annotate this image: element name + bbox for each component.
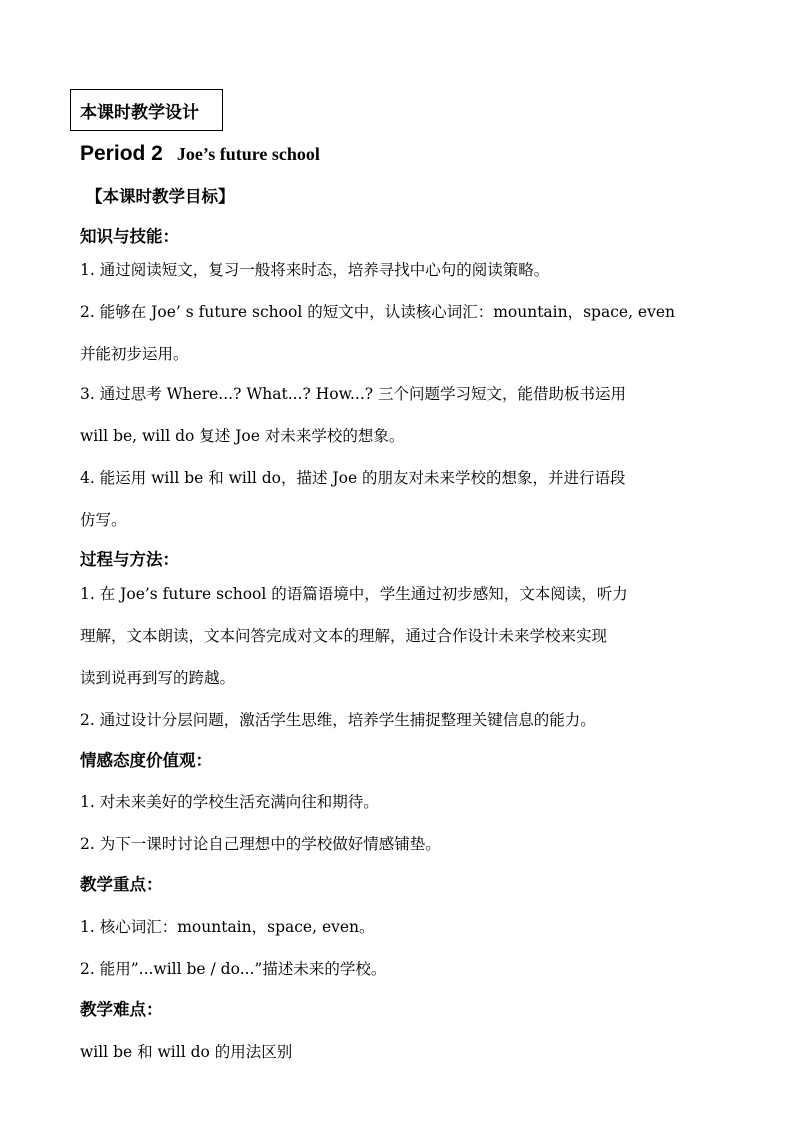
key-points-heading: 教学重点：: [80, 875, 163, 894]
knowledge-line: 1. 通过阅读短文，复习一般将来时态，培养寻找中心句的阅读策略。: [80, 261, 550, 279]
attitude-line: 2. 为下一课时讨论自己理想中的学校做好情感铺垫。: [80, 835, 441, 853]
key-point-line: 1. 核心词汇：mountain，space, even。: [80, 918, 375, 936]
knowledge-skills-heading: 知识与技能：: [80, 227, 179, 246]
process-line: 理解，文本朗读，文本问答完成对文本的理解，通过合作设计未来学校来实现: [80, 627, 608, 645]
knowledge-line: 2. 能够在 Joe’ s future school 的短文中，认读核心词汇：mountain，space, even: [80, 303, 676, 321]
knowledge-line: 4. 能运用 will be 和 will do，描述 Joe 的朋友对未来学校的想象，并进行语段: [80, 469, 626, 487]
lesson-design-title-box: 本课时教学设计: [70, 89, 223, 131]
period-label: Period 2: [80, 142, 163, 165]
period-heading: [80, 142, 320, 166]
difficulties-heading: 教学难点：: [80, 1000, 163, 1019]
knowledge-line: 并能初步运用。: [80, 345, 189, 363]
knowledge-line: will be, will do 复述 Joe 对未来学校的想象。: [80, 427, 405, 445]
process-line: 2. 通过设计分层问题，激活学生思维，培养学生捕捉整理关键信息的能力。: [80, 711, 596, 729]
knowledge-line: 3. 通过思考 Where...? What...? How...? 三个问题学习短文，能借助板书运用: [80, 385, 627, 403]
attitude-values-heading: 情感态度价值观：: [80, 751, 212, 770]
teaching-goals-heading: 【本课时教学目标】: [86, 187, 235, 206]
process-methods-heading: 过程与方法：: [80, 550, 179, 569]
process-line: 1. 在 Joe’s future school 的语篇语境中，学生通过初步感知，文本阅读，听力: [80, 585, 628, 603]
difficulty-line: will be 和 will do 的用法区别: [80, 1043, 293, 1061]
process-line: 读到说再到写的跨越。: [80, 669, 236, 687]
knowledge-line: 仿写。: [80, 511, 127, 529]
period-title: Joe’s future school: [176, 144, 320, 164]
key-point-line: 2. 能用”...will be / do...”描述未来的学校。: [80, 960, 387, 978]
attitude-line: 1. 对未来美好的学校生活充满向往和期待。: [80, 793, 379, 811]
